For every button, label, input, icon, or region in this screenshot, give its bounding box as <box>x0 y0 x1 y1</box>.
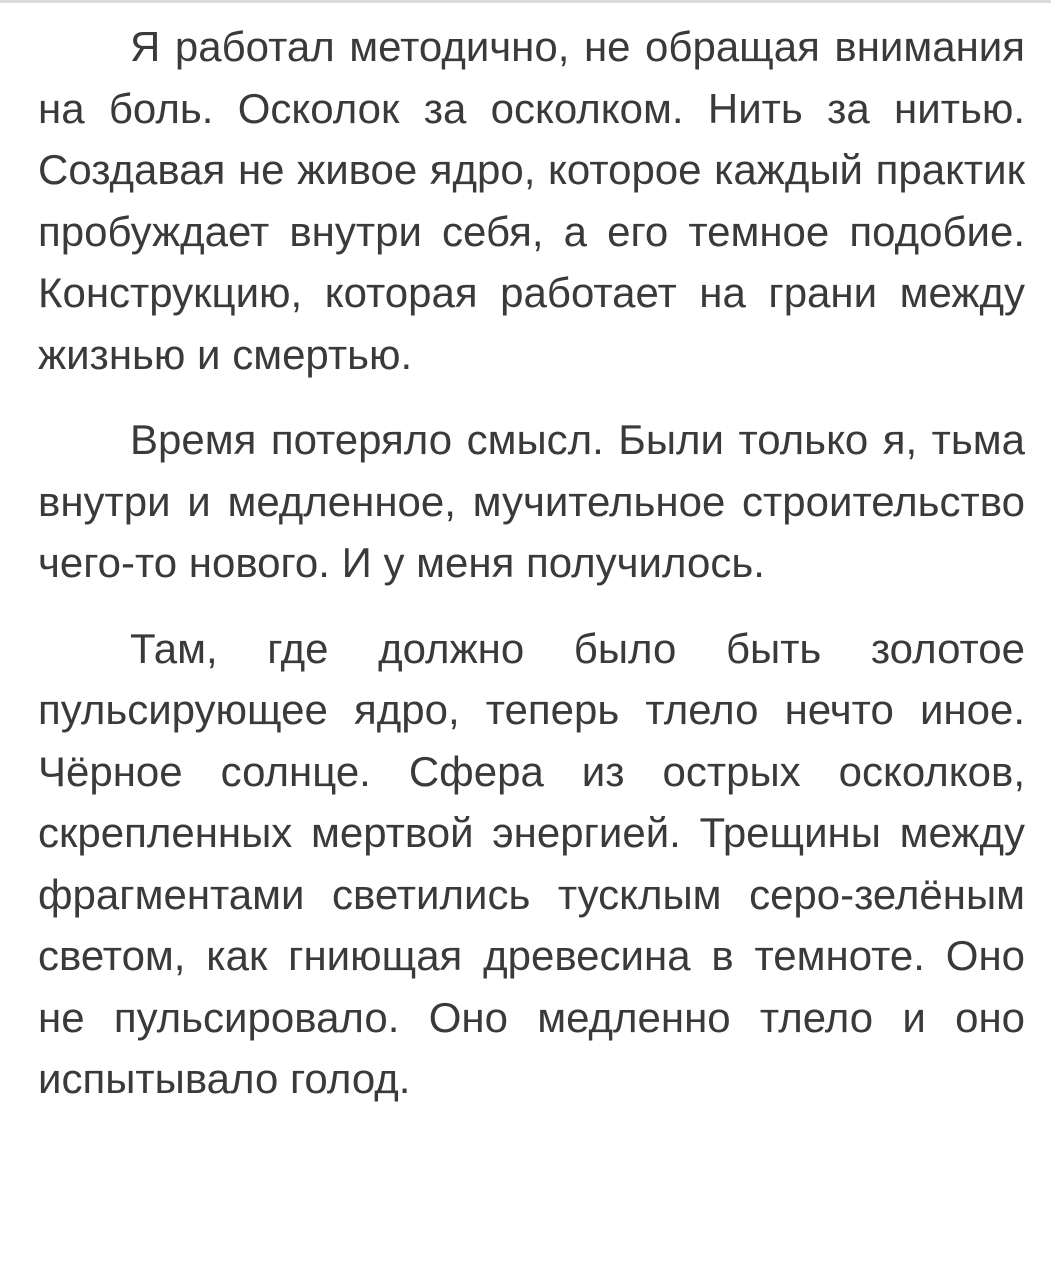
paragraph-1: Я работал методично, не обращая внимания на боль. Осколок за осколком. Нить за нитью. Создавая не живое ядро, которое каждый практик пробуждает внутри себя, а его темное подобие. Конструкцию, которая работает на грани между жизнью и смертью. <box>38 23 1025 378</box>
reader-text-area[interactable] <box>38 16 1025 1134</box>
paragraph-3: Там, где должно было быть золотое пульсирующее ядро, теперь тлело нечто иное. Чёрное солнце. Сфера из острых осколков, скрепленных мертвой энергией. Трещины между фрагментами светились тусклым серо-зелёным светом, как гниющая древесина в темноте. Оно не пульсировало. Оно медленно тлело и оно испытывало голод. <box>38 624 1025 1102</box>
top-divider <box>0 0 1051 3</box>
paragraph-2: Время потеряло смысл. Были только я, тьма внутри и медленное, мучительное строительство чего-то нового. И у меня получилось. <box>38 416 1025 586</box>
